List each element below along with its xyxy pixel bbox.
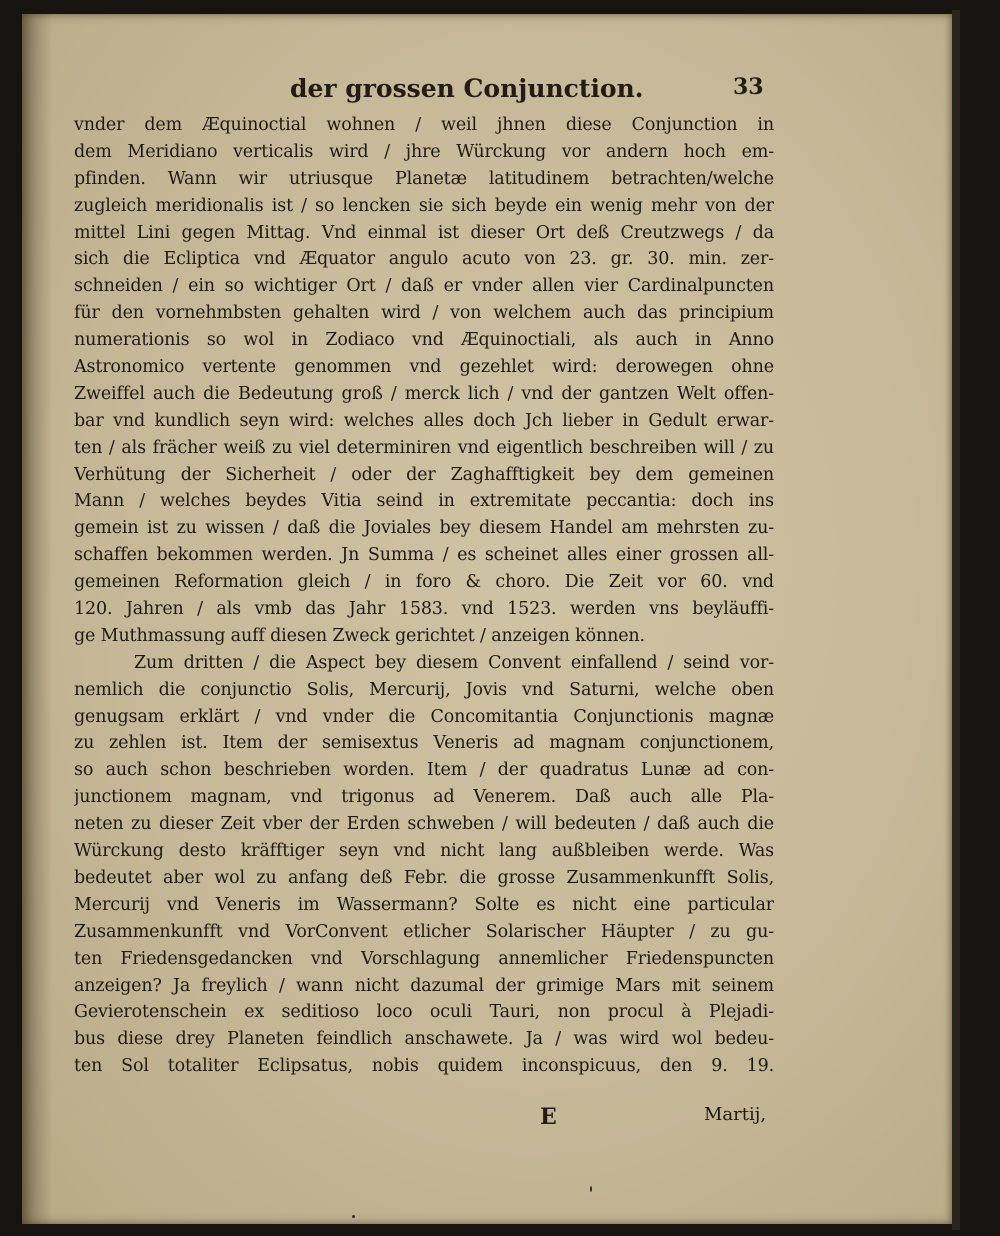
text-line: ge Muthmassung auff diesen Zweck gerichtet / anzeigen können. [74,625,645,646]
text-line: sich die Ecliptica vnd Æquator angulo acuto von 23. gr. 30. min. zer- [74,249,774,270]
text-line: bar vnd kundlich seyn wird: welches alles doch Jch lieber in Gedult erwar- [74,410,774,431]
text-line: Mann / welches beydes Vitia seind in extremitate peccantia: doch ins [74,491,774,512]
text-line: 120. Jahren / als vmb das Jahr 1583. vnd 1523. werden vns beyläuffi- [74,599,774,620]
text-line: dem Meridiano verticalis wird / jhre Würckung vor andern hoch em- [74,141,774,162]
text-line: nemlich die conjunctio Solis, Mercurij, Jovis vnd Saturni, welche oben [74,679,774,700]
text-line: junctionem magnam, vnd trigonus ad Venerem. Daß auch alle Pla- [74,787,774,808]
signature-mark: E [540,1104,557,1130]
paper-speck [590,1186,592,1192]
text-line: anzeigen? Ja freylich / wann nicht dazumal der grimige Mars mit seinem [74,975,774,996]
text-line: zugleich meridionalis ist / so lencken sie sich beyde ein wenig mehr von der [74,195,774,216]
text-line: Zweiffel auch die Bedeutung groß / merck lich / vnd der gantzen Welt offen- [74,383,774,404]
text-line: bus diese drey Planeten feindlich anschawete. Ja / was wird wol bedeu- [74,1029,774,1050]
text-line: gemeinen Reformation gleich / in foro & choro. Die Zeit vor 60. vnd [74,572,774,593]
catchword: Martij, [704,1104,767,1125]
text-line: Mercurij vnd Veneris im Wassermann? Solte es nicht eine particular [74,894,774,915]
text-line: Würckung desto kräfftiger seyn vnd nicht lang außbleiben werde. Was [74,841,774,862]
text-line: mittel Lini gegen Mittag. Vnd einmal ist dieser Ort deß Creutzwegs / da [74,222,774,243]
text-line: genugsam erklärt / vnd vnder die Concomitantia Conjunctionis magnæ [74,706,774,727]
text-line: ten Sol totaliter Eclipsatus, nobis quidem inconspicuus, den 9. 19. [74,1056,774,1077]
paragraph-start-line: Zum dritten / die Aspect bey diesem Convent einfallend / seind vor- [134,652,774,673]
text-line: gemein ist zu wissen / daß die Joviales bey diesem Handel am mehrsten zu- [74,518,774,539]
text-line: schneiden / ein so wichtiger Ort / daß er vnder allen vier Cardinalpuncten [74,276,774,297]
text-line: für den vornehmbsten gehalten wird / von welchem auch das principium [74,303,774,324]
text-line: ten / als frächer weiß zu viel determiniren vnd eigentlich beschreiben will / zu [74,437,774,458]
body-text [74,112,774,1080]
gutter-shadow [22,14,52,1224]
text-line: Verhütung der Sicherheit / oder der Zaghafftigkeit bey dem gemeinen [74,464,774,485]
text-line: Zusammenkunfft vnd VorConvent etlicher Solarischer Häupter / zu gu- [74,921,774,942]
text-line: vnder dem Æquinoctial wohnen / weil jhnen diese Conjunction in [74,115,774,135]
page-edge [952,10,960,1230]
text-line: zu zehlen ist. Item der semisextus Veneris ad magnam conjunctionem, [74,733,774,754]
page-number: 33 [733,74,764,100]
text-line: Astronomico vertente genommen vnd gezehlet wird: derowegen ohne [74,357,774,378]
text-line: neten zu dieser Zeit vber der Erden schweben / will bedeuten / daß auch die [74,814,774,835]
text-line: schaffen bekommen werden. Jn Summa / es scheinet alles einer grossen all- [74,545,774,566]
paper-speck [352,1215,355,1218]
text-line: bedeutet aber wol zu anfang deß Febr. die grosse Zusammenkunfft Solis, [74,867,774,888]
text-line: ten Friedensgedancken vnd Vorschlagung annemlicher Friedenspuncten [74,948,774,969]
text-line: so auch schon beschrieben worden. Item / der quadratus Lunæ ad con- [74,760,774,781]
text-line: Gevierotenschein ex seditioso loco oculi Tauri, non procul à Plejadi- [74,1002,774,1023]
running-title: der grossen Conjunction. [290,74,644,103]
text-line: numerationis so wol in Zodiaco vnd Æquinoctiali, als auch in Anno [74,330,774,351]
text-line: pfinden. Wann wir utriusque Planetæ latitudinem betrachten/welche [74,168,774,189]
